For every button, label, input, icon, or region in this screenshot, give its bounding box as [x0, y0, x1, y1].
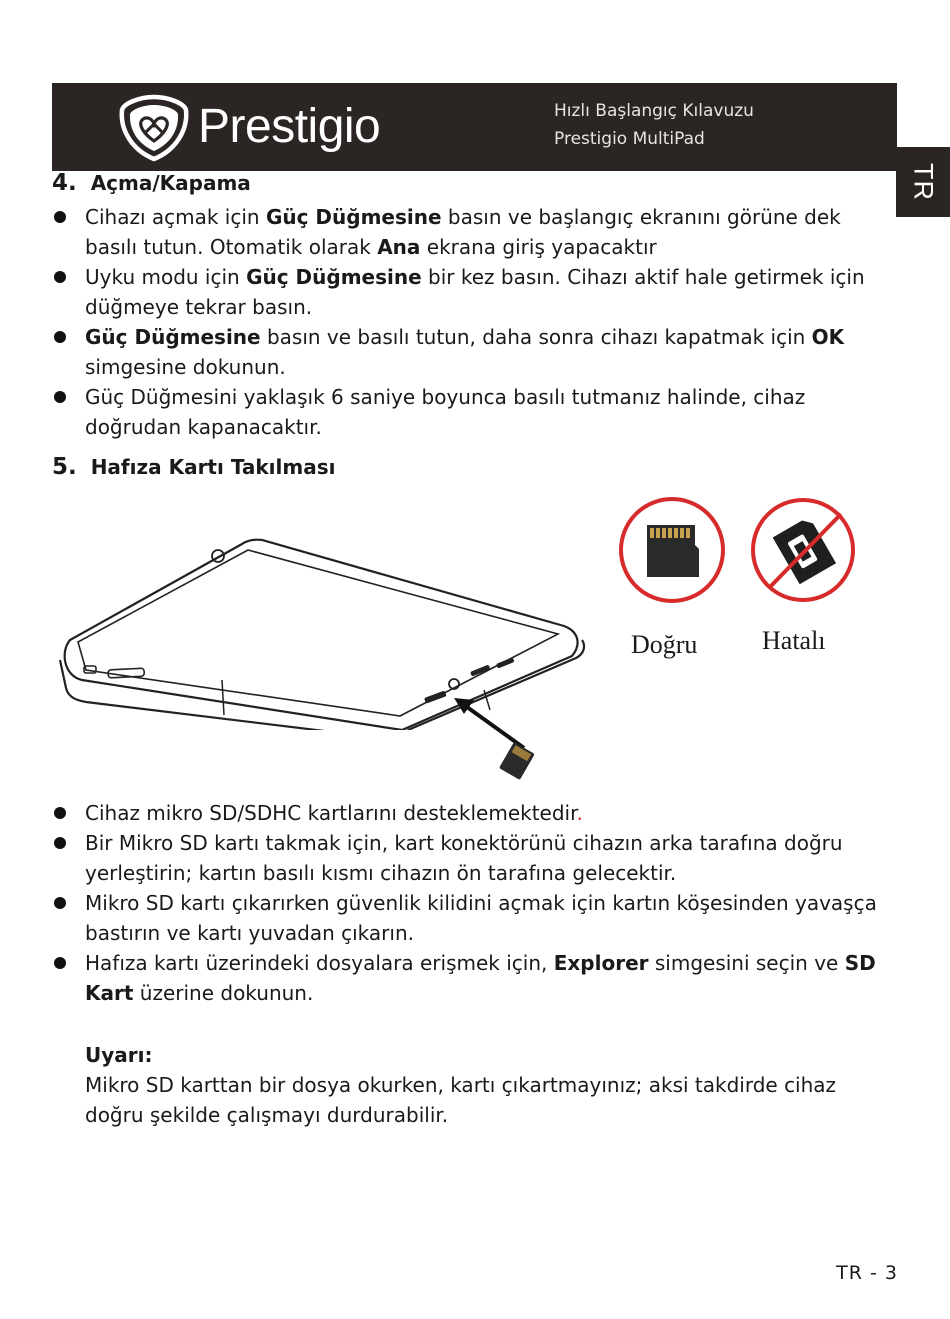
bullet-text: simgesine dokunun. [85, 355, 286, 379]
bullet-text: Cihazı açmak için [85, 205, 266, 229]
brand-wordmark: Prestigio [198, 100, 381, 153]
bullet-text: Uyku modu için [85, 265, 247, 289]
label-correct: Doğru [631, 630, 698, 659]
bullet-text: Mikro SD kartı çıkarırken güvenlik kilidini açmak için kartın köşesinden yavaşça bastırın ve kartı yuvadan çıkarın. [85, 891, 877, 945]
product-name: Prestigio MultiPad [554, 129, 705, 149]
bullet-text: üzerine dokunun. [133, 981, 314, 1005]
list-item [52, 948, 882, 1008]
bullet-icon [54, 391, 66, 403]
bullet-icon [54, 211, 66, 223]
warning-title: Uyarı: [85, 1043, 153, 1067]
bullet-text: basın ve basılı tutun, daha sonra cihazı kapatmak için [260, 325, 812, 349]
memory-card-illustration [52, 490, 882, 790]
insert-arrow-icon [452, 690, 562, 790]
bullet-text: Cihaz mikro SD/SDHC kartlarını desteklemektedir [85, 801, 577, 825]
section-5-number: 5. [52, 454, 77, 480]
bullet-text: Bir Mikro SD kartı takmak için, kart konektörünü cihazın arka tarafına doğru yerleştirin; kartın basılı kısmı cihazın ön tarafına gelecektir. [85, 831, 843, 885]
prestigio-logo-icon [118, 94, 190, 162]
list-item [52, 382, 882, 442]
section-5-heading [52, 454, 335, 480]
emphasis-text: Explorer [553, 951, 649, 975]
bullet-icon [54, 807, 66, 819]
warning-text: Mikro SD karttan bir dosya okurken, kartı çıkartmayınız; aksi takdirde cihaz doğru şekilde çalışmayı durdurabilir. [85, 1073, 837, 1127]
sd-card-prohibited-icon [749, 496, 857, 604]
list-item [52, 828, 882, 888]
list-item [52, 262, 882, 322]
bullet-icon [54, 331, 66, 343]
list-item [52, 322, 882, 382]
bullet-text: Hafıza kartı üzerindeki dosyalara erişmek için, [85, 951, 554, 975]
section-4-title: Açma/Kapama [90, 171, 251, 195]
section-5-title: Hafıza Kartı Takılması [90, 455, 336, 479]
language-tab [896, 147, 950, 217]
list-item [52, 798, 882, 828]
bullet-icon [54, 897, 66, 909]
microsd-card-icon [617, 495, 727, 605]
header-meta [554, 97, 754, 153]
page-number: TR - 3 [836, 1262, 898, 1284]
section-5-list [52, 798, 882, 1008]
section-4-list [52, 202, 882, 442]
emphasis-text: Ana [377, 235, 421, 259]
bullet-text: ekrana giriş yapacaktır [420, 235, 657, 259]
list-item [52, 888, 882, 948]
label-wrong: Hatalı [762, 626, 826, 655]
bullet-text: simgesini seçin ve [648, 951, 845, 975]
bullet-text: bir kez basın. Cihazı aktif hale getirmek için düğmeye tekrar basın. [85, 265, 865, 319]
emphasis-text: SD Kart [85, 951, 876, 1005]
emphasis-text: Güç Düğmesine [246, 265, 422, 289]
bullet-text: basın ve başlangıç ekranını görüne dek basılı tutun. Otomatik olarak [85, 205, 841, 259]
section-4-number: 4. [52, 170, 77, 196]
bullet-text: . [576, 801, 583, 825]
emphasis-text: Güç Düğmesine [265, 205, 442, 229]
bullet-icon [54, 957, 66, 969]
language-tab-label: TR [908, 163, 939, 201]
section-4-heading [52, 170, 251, 196]
bullet-icon [54, 271, 66, 283]
document-title: Hızlı Başlangıç Kılavuzu [554, 101, 754, 121]
header-bar [52, 83, 897, 171]
bullet-icon [54, 837, 66, 849]
list-item [52, 202, 882, 262]
emphasis-text: Güç Düğmesine [85, 325, 261, 349]
warning-block [85, 1040, 885, 1130]
emphasis-text: OK [811, 325, 845, 349]
bullet-text: Güç Düğmesini yaklaşık 6 saniye boyunca basılı tutmanız halinde, cihaz doğrudan kapanacaktır. [85, 385, 806, 439]
